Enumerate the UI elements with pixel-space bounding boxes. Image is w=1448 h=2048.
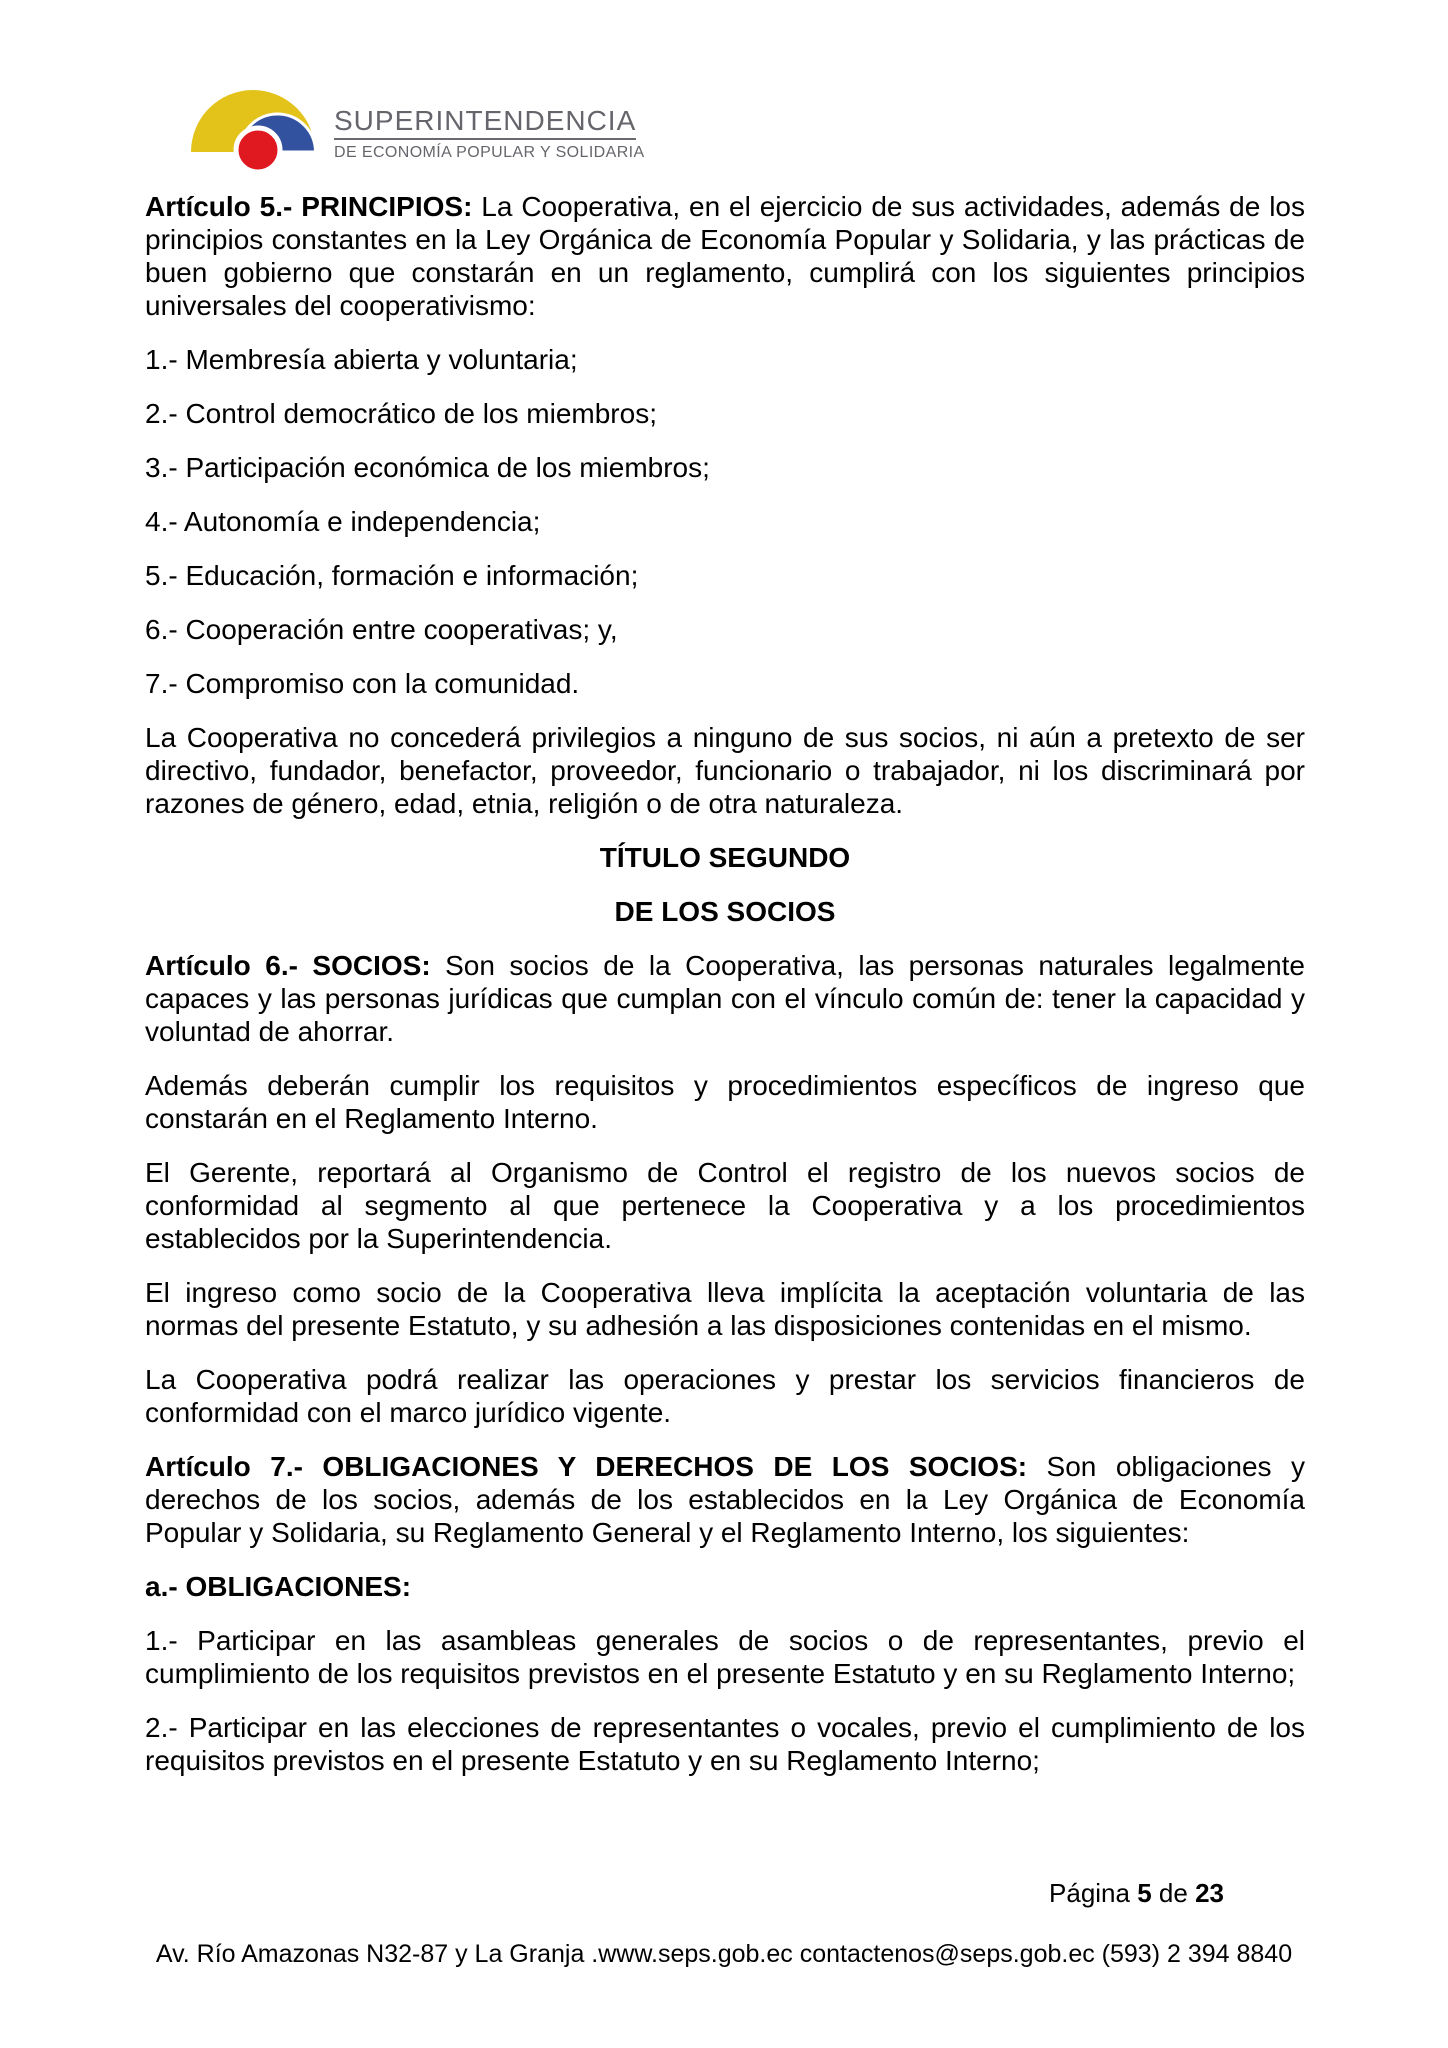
heading-obligaciones-label: a.- OBLIGACIONES: xyxy=(145,1571,412,1602)
paragraph-article-7 xyxy=(145,1450,1305,1549)
heading-de-los-socios: DE LOS SOCIOS xyxy=(614,896,836,927)
list-item-principle-3: 3.- Participación económica de los miembros; xyxy=(145,452,710,483)
paragraph-article-5 xyxy=(145,190,1305,322)
paragraph-no-privileges: La Cooperativa no concederá privilegios a ninguno de sus socios, ni aún a pretexto de ser directivo, fundador, benefactor, proveedor, funcionario o trabajador, ni los discriminará por razones de género, edad, etnia, religión o de otra naturaleza. xyxy=(145,722,1305,819)
list-item-principle-2: 2.- Control democrático de los miembros; xyxy=(145,398,657,429)
paragraph-obligation-2: 2.- Participar en las elecciones de representantes o vocales, previo el cumplimiento de los requisitos previstos en el presente Estatuto y en su Reglamento Interno; xyxy=(145,1712,1305,1776)
logo-text xyxy=(334,106,645,162)
page-total-value: 23 xyxy=(1195,1878,1224,1908)
list-item-principle-7: 7.- Compromiso con la comunidad. xyxy=(145,668,580,699)
page-number-value: 5 xyxy=(1137,1878,1152,1908)
document-body xyxy=(145,190,1305,1798)
article-7-text: Son obligaciones y derechos de los socios, además de los establecidos en la Ley Orgánica de Economía Popular y Solidaria, su Reglamento General y el Reglamento Interno, los siguientes: xyxy=(145,1451,1305,1548)
paragraph-requisitos: Además deberán cumplir los requisitos y procedimientos específicos de ingreso que constarán en el Reglamento Interno. xyxy=(145,1070,1305,1134)
article-6-text: Son socios de la Cooperativa, las personas naturales legalmente capaces y las personas jurídicas que cumplan con el vínculo común de: tener la capacidad y voluntad de ahorrar. xyxy=(145,950,1305,1047)
heading-obligaciones xyxy=(145,1570,1305,1603)
paragraph-obligation-1: 1.- Participar en las asambleas generales de socios o de representantes, previo el cumplimiento de los requisitos previstos en el presente Estatuto y en su Reglamento Interno; xyxy=(145,1625,1305,1689)
list-item-principle-1: 1.- Membresía abierta y voluntaria; xyxy=(145,344,578,375)
paragraph-gerente: El Gerente, reportará al Organismo de Control el registro de los nuevos socios de conformidad al segmento al que pertenece la Cooperativa y a los procedimientos establecidos por la Superintendencia. xyxy=(145,1157,1305,1254)
article-6-label: Artículo 6.- SOCIOS: xyxy=(145,950,431,981)
logo-subtitle: DE ECONOMÍA POPULAR Y SOLIDARIA xyxy=(334,144,645,162)
list-item-principle-6: 6.- Cooperación entre cooperativas; y, xyxy=(145,614,618,645)
article-7-label: Artículo 7.- OBLIGACIONES Y DERECHOS DE LOS SOCIOS: xyxy=(145,1451,1028,1482)
paragraph-ingreso: El ingreso como socio de la Cooperativa lleva implícita la aceptación voluntaria de las normas del presente Estatuto, y su adhesión a las disposiciones contenidas en el mismo. xyxy=(145,1277,1305,1341)
footer-address: Av. Río Amazonas N32-87 y La Granja .www.seps.gob.ec contactenos@seps.gob.ec (593) 2 394 8840 xyxy=(155,1940,1293,1968)
page-number xyxy=(1049,1878,1224,1909)
article-5-text: La Cooperativa, en el ejercicio de sus actividades, además de los principios constantes en la Ley Orgánica de Economía Popular y Solidaria, y las prácticas de buen gobierno que constarán en un reglamento, cumplirá con los siguientes principios universales del cooperativismo: xyxy=(145,191,1305,321)
seps-logo-icon xyxy=(190,90,318,181)
page-label: Página xyxy=(1049,1878,1130,1908)
paragraph-article-6 xyxy=(145,949,1305,1048)
page-of-label: de xyxy=(1158,1878,1188,1908)
paragraph-operaciones: La Cooperativa podrá realizar las operaciones y prestar los servicios financieros de conformidad con el marco jurídico vigente. xyxy=(145,1364,1305,1428)
heading-titulo-segundo: TÍTULO SEGUNDO xyxy=(599,842,851,873)
list-item-principle-4: 4.- Autonomía e independencia; xyxy=(145,506,541,537)
article-5-label: Artículo 5.- PRINCIPIOS: xyxy=(145,191,473,222)
list-item-principle-5: 5.- Educación, formación e información; xyxy=(145,560,639,591)
logo-title: SUPERINTENDENCIA xyxy=(334,106,636,140)
